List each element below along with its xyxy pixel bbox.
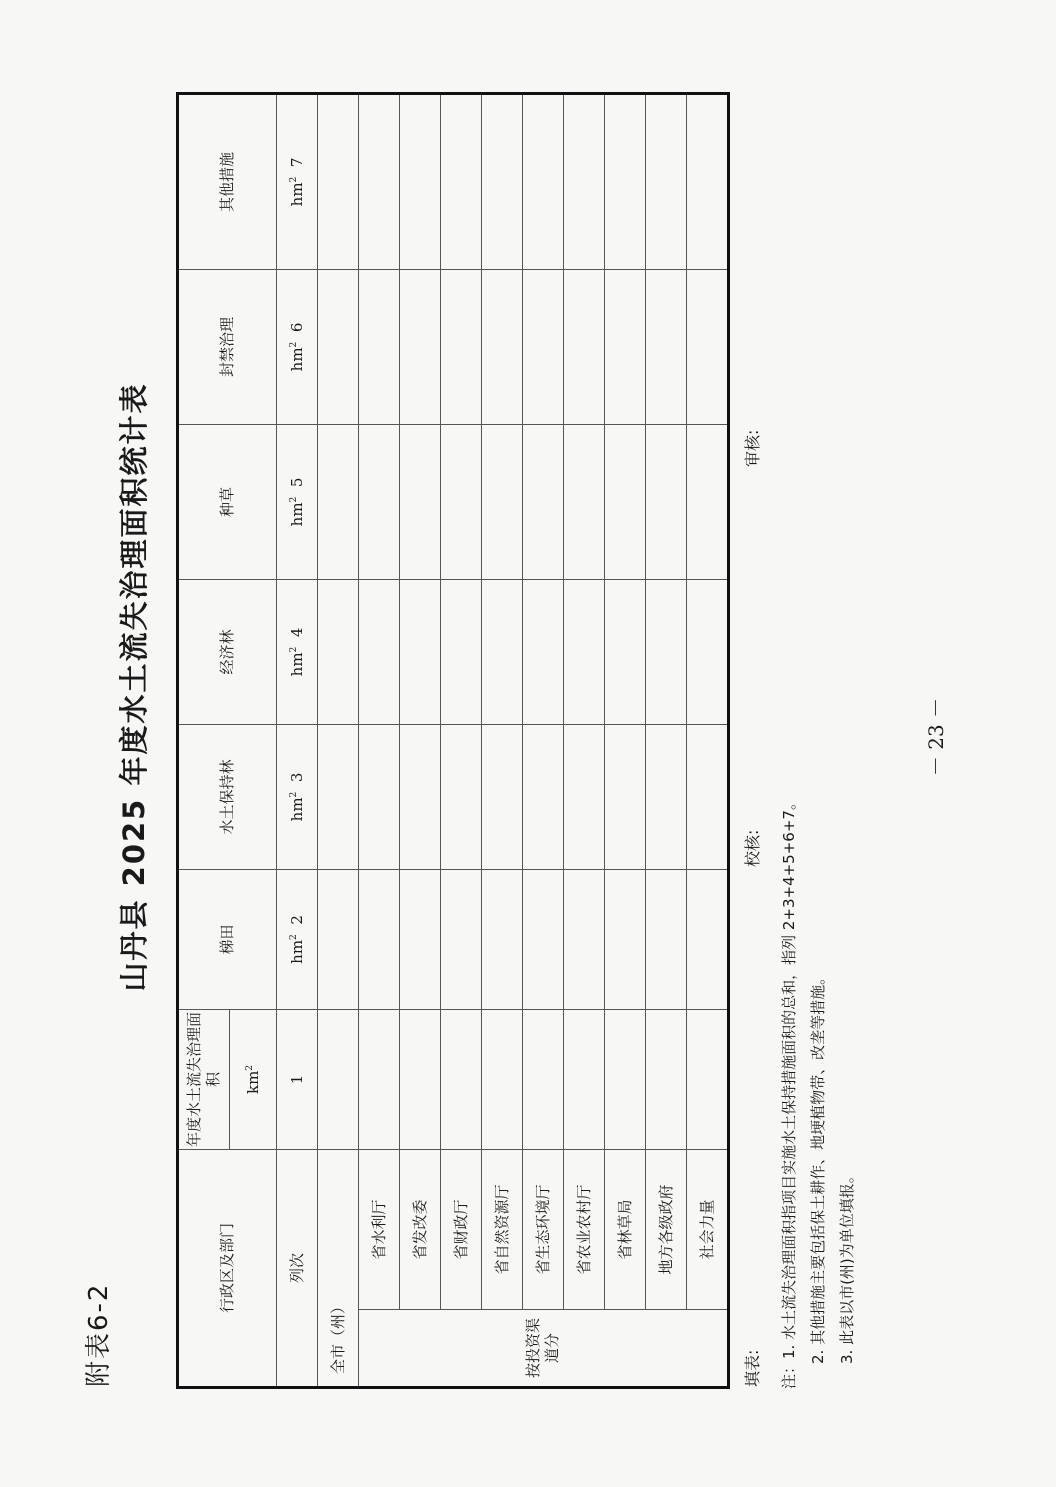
table-cell [687, 424, 729, 579]
table-row [482, 93, 523, 1387]
unit-base: hm [287, 797, 306, 822]
unit-col-3 [288, 792, 306, 822]
note-2: 2. 其他措施主要包括保土耕作、地埂植物带、改垄等措施。 [809, 969, 827, 1364]
table-cell [646, 724, 687, 869]
table-cell [482, 93, 523, 269]
table-cell [687, 269, 729, 424]
unit-base: hm [287, 939, 306, 964]
table-cell [523, 869, 564, 1009]
table-cell [400, 1009, 441, 1149]
index-col-1: 1 [277, 1009, 318, 1149]
row-label: 省发改委 [400, 1149, 441, 1309]
table-cell [687, 579, 729, 724]
table-cell [359, 269, 400, 424]
sign-audit-label: 审核: [743, 429, 762, 467]
index-col-4 [277, 579, 318, 724]
table-cell [564, 1009, 605, 1149]
statistics-table [176, 92, 730, 1389]
table-cell [605, 579, 646, 724]
table-cell [318, 93, 359, 269]
table-cell [400, 869, 441, 1009]
row-label: 省财政厅 [441, 1149, 482, 1309]
page-number: － 23 － [924, 697, 948, 777]
unit-col-4 [288, 647, 306, 677]
index-col-6 [277, 269, 318, 424]
table-cell [605, 93, 646, 269]
table-cell [646, 269, 687, 424]
table-row [687, 93, 729, 1387]
table-cell [400, 724, 441, 869]
table-cell [318, 724, 359, 869]
unit-sup: 2 [288, 176, 299, 183]
table-cell [523, 724, 564, 869]
unit-base: hm [287, 652, 306, 677]
table-cell [646, 869, 687, 1009]
unit-base: km [243, 1070, 262, 1095]
table-row-total [318, 93, 359, 1387]
unit-sup: 2 [288, 496, 299, 503]
row-index-label: 列次 [277, 1149, 318, 1387]
table-cell [318, 424, 359, 579]
table-cell [564, 579, 605, 724]
unit-base: hm [287, 502, 306, 527]
table-cell [523, 93, 564, 269]
table-row [605, 93, 646, 1387]
index-col-7 [277, 93, 318, 269]
table-cell [400, 269, 441, 424]
header-col-2: 梯田 [178, 869, 277, 1009]
table-cell [523, 269, 564, 424]
table-cell [400, 579, 441, 724]
table-cell [359, 93, 400, 269]
index-value: 5 [287, 477, 306, 488]
index-value: 3 [287, 772, 306, 783]
table-cell [523, 424, 564, 579]
table-cell [687, 1009, 729, 1149]
table-cell [318, 269, 359, 424]
row-label: 省自然资源厅 [482, 1149, 523, 1309]
unit-sup: 2 [288, 934, 299, 940]
header-col-6: 封禁治理 [178, 269, 277, 424]
table-cell [605, 869, 646, 1009]
row-label: 省生态环境厅 [523, 1149, 564, 1309]
table-row [441, 93, 482, 1387]
row-label: 省林草局 [605, 1149, 646, 1309]
table-cell [441, 1009, 482, 1149]
header-row-unit-others [277, 93, 318, 1387]
table-row [646, 93, 687, 1387]
table-cell [318, 1009, 359, 1149]
table-cell [482, 1009, 523, 1149]
header-col-4: 经济林 [178, 579, 277, 724]
table-cell [687, 93, 729, 269]
unit-col-2 [288, 934, 306, 964]
table-cell [646, 424, 687, 579]
table-cell [400, 93, 441, 269]
row-label: 地方各级政府 [646, 1149, 687, 1309]
unit-col-1 [230, 1009, 277, 1149]
header-col-3: 水土保持林 [178, 724, 277, 869]
table-cell [564, 424, 605, 579]
table-cell [523, 579, 564, 724]
unit-base: hm [287, 182, 306, 207]
table-cell [441, 93, 482, 269]
index-value: 2 [287, 915, 306, 925]
table-cell [441, 579, 482, 724]
appendix-label: 附表6-2 [84, 1282, 114, 1387]
table-cell [646, 1009, 687, 1149]
group-label: 按投资渠道分 [359, 1310, 729, 1388]
table-cell [605, 424, 646, 579]
sign-fill-label: 填表: [743, 1349, 762, 1387]
table-cell [605, 724, 646, 869]
table-cell [564, 724, 605, 869]
table-cell [482, 869, 523, 1009]
table-cell [318, 869, 359, 1009]
table-cell [564, 269, 605, 424]
index-value: 4 [287, 627, 306, 638]
row-total-label: 全市（州） [318, 1149, 359, 1387]
table-cell [646, 579, 687, 724]
header-region: 行政区及部门 [178, 1149, 277, 1387]
table-cell [359, 424, 400, 579]
table-row [400, 93, 441, 1387]
table-cell [359, 1009, 400, 1149]
unit-sup: 2 [288, 646, 299, 653]
table-cell [687, 869, 729, 1009]
index-col-3 [277, 724, 318, 869]
row-label: 省农业农村厅 [564, 1149, 605, 1309]
table-cell [482, 269, 523, 424]
table-cell [564, 93, 605, 269]
table-cell [318, 579, 359, 724]
header-col-1: 年度水土流失治理面积 [178, 1009, 230, 1149]
document-title: 山丹县 2025 年度水土流失治理面积统计表 [117, 382, 151, 992]
notes [775, 795, 862, 1389]
note-1: 注：1. 水土流失治理面积指项目实施水土保持措施面积的总和，指列 2+3+4+5+6+7。 [780, 795, 798, 1389]
table-cell [646, 93, 687, 269]
table-row [523, 93, 564, 1387]
table-cell [523, 1009, 564, 1149]
table-cell [441, 869, 482, 1009]
table-row [564, 93, 605, 1387]
table-cell [482, 724, 523, 869]
note-3: 3. 此表以市(州)为单位填报。 [838, 1168, 856, 1364]
unit-sup: 2 [288, 791, 299, 798]
header-row-names [178, 93, 230, 1387]
table-cell [605, 1009, 646, 1149]
index-value: 6 [287, 322, 306, 333]
row-label: 社会力量 [687, 1149, 729, 1309]
header-col-7: 其他措施 [178, 93, 277, 269]
table-cell [482, 424, 523, 579]
table-cell [359, 579, 400, 724]
unit-sup: 2 [244, 1064, 255, 1071]
unit-col-6 [288, 342, 306, 372]
table-cell [564, 869, 605, 1009]
index-value: 7 [287, 157, 306, 168]
sign-check-label: 校核: [743, 829, 762, 867]
header-col-5: 种草 [178, 424, 277, 579]
table-cell [687, 724, 729, 869]
table-cell [482, 579, 523, 724]
index-col-2 [277, 869, 318, 1009]
table-cell [441, 424, 482, 579]
row-label: 省水利厅 [359, 1149, 400, 1309]
table-cell [605, 269, 646, 424]
table-cell [359, 869, 400, 1009]
unit-col-7 [288, 177, 306, 207]
table-row [359, 93, 400, 1387]
table-cell [441, 269, 482, 424]
unit-base: hm [287, 347, 306, 372]
table-cell [400, 424, 441, 579]
table-cell [359, 724, 400, 869]
index-col-5 [277, 424, 318, 579]
unit-col-5 [288, 497, 306, 527]
table-cell [441, 724, 482, 869]
unit-sup: 2 [288, 341, 299, 348]
